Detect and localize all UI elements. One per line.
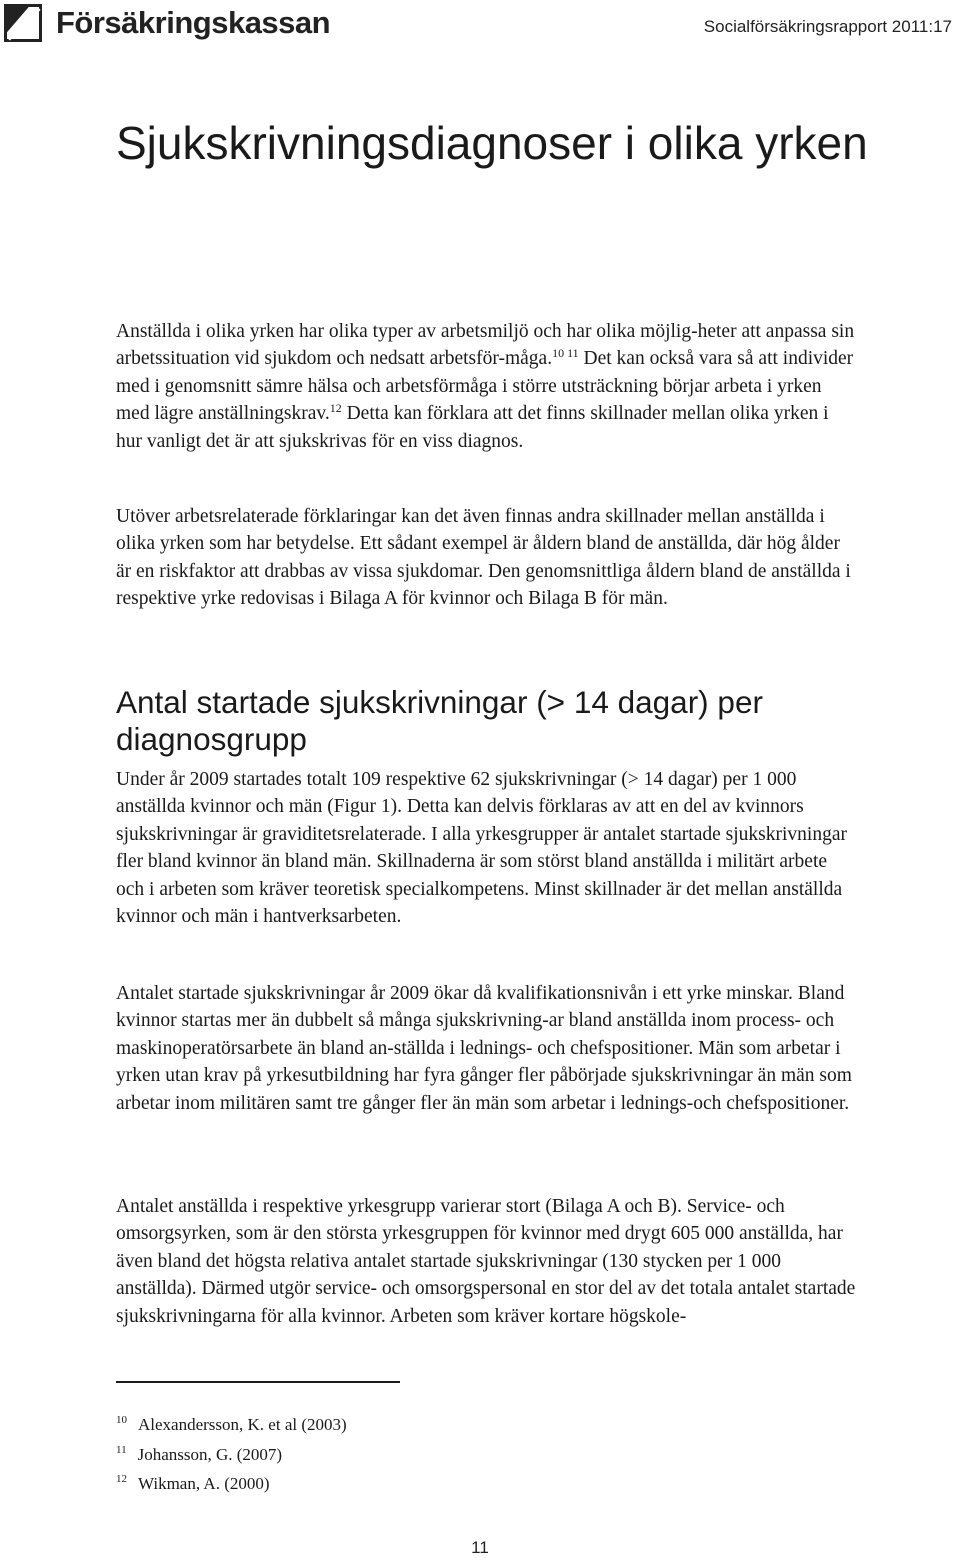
footnote-number: 11 bbox=[116, 1444, 127, 1456]
footnote-number: 10 bbox=[116, 1414, 127, 1426]
footnote-ref: 12 bbox=[329, 401, 342, 416]
footnote-text: Wikman, A. (2000) bbox=[138, 1474, 270, 1493]
logo bbox=[4, 2, 330, 44]
page-number: 11 bbox=[471, 1538, 489, 1557]
section-paragraph-2: Antalet startade sjukskrivningar år 2009 ökar då kvalifikationsnivån i ett yrke minskar. Bland kvinnor startas mer än dubbelt så många sjukskrivning-ar bland anställda inom process- och maskinoperatörsarbete än bland an-ställda i lednings- och chefspositioner. Män som arbetar i yrken utan krav på yrkesutbildning har fyra gånger fler påbörjade sjukskrivningar än män som arbetar inom militären samt tre gånger fler än män som arbetar i lednings-och chefspositioner. bbox=[116, 983, 852, 1114]
footnote-number: 12 bbox=[116, 1473, 127, 1485]
page-title: Sjukskrivningsdiagnoser i olika yrken bbox=[116, 117, 868, 169]
footnote-text: Alexandersson, K. et al (2003) bbox=[138, 1415, 347, 1434]
intro-paragraph: Anställda i olika yrken har olika typer av arbetsmiljö och har olika möjlig-heter att anpassa sin arbetssituation vid sjukdom och nedsatt arbetsför-måga.$^{10 11}$ Det kan också vara så att individer med i genomsnitt sämre hälsa och arbetsförmåga i större utsträckning börjar arbeta i yrken med lägre anställningskrav.$^{12}$ Detta kan förklara att det finns skillnader mellan olika yrken i hur vanligt det är att sjukskrivas för en viss diagnos. bbox=[116, 321, 855, 452]
footnote-11 bbox=[116, 1440, 282, 1465]
footnote-10 bbox=[116, 1410, 347, 1435]
section-paragraph-1: Under år 2009 startades totalt 109 respektive 62 sjukskrivningar (> 14 dagar) per 1 000 anställda kvinnor och män (Figur 1). Detta kan delvis förklaras av att en del av kvinnors sjukskrivningar är graviditetsrelaterade. I alla yrkesgrupper är antalet startade sjukskrivningar fler bland kvinnor än bland män. Skillnaderna är som störst bland anställda i militärt arbete och i arbeten som kräver teoretisk specialkompetens. Minst skillnader är det mellan anställda kvinnor och män i hantverksarbeten. bbox=[116, 769, 847, 928]
section-paragraph-3: Antalet anställda i respektive yrkesgrupp varierar stort (Bilaga A och B). Service- och omsorgsyrken, som är den största yrkesgruppen för kvinnor med drygt 605 000 anställda, har även bland det högsta relativa antalet startade sjukskrivningar (130 stycken per 1 000 anställda). Därmed utgör service- och omsorgspersonal en stor del av det totala antalet startade sjukskrivningarna för alla kvinnor. Arbeten som kräver kortare högskole- bbox=[116, 1196, 856, 1327]
forsakringskassan-logo-icon bbox=[4, 4, 42, 42]
footnote-ref: 10 11 bbox=[552, 346, 579, 361]
report-id: Socialförsäkringsrapport 2011:17 bbox=[703, 17, 952, 36]
logo-text: Försäkringskassan bbox=[56, 5, 331, 40]
age-paragraph: Utöver arbetsrelaterade förklaringar kan det även finnas andra skillnader mellan anställda i olika yrken som har betydelse. Ett sådant exempel är åldern bland de anställda, där hög ålder är en riskfaktor att drabbas av vissa sjukdomar. Den genomsnittliga åldern bland de anställda i respektive yrke redovisas i Bilaga A för kvinnor och Bilaga B för män. bbox=[116, 506, 851, 610]
footnote-12 bbox=[116, 1469, 270, 1494]
footnote-divider bbox=[116, 1381, 400, 1383]
footnote-text: Johansson, G. (2007) bbox=[137, 1445, 283, 1464]
section-heading: Antal startade sjukskrivningar (> 14 dagar) per diagnosgrupp bbox=[116, 684, 763, 757]
